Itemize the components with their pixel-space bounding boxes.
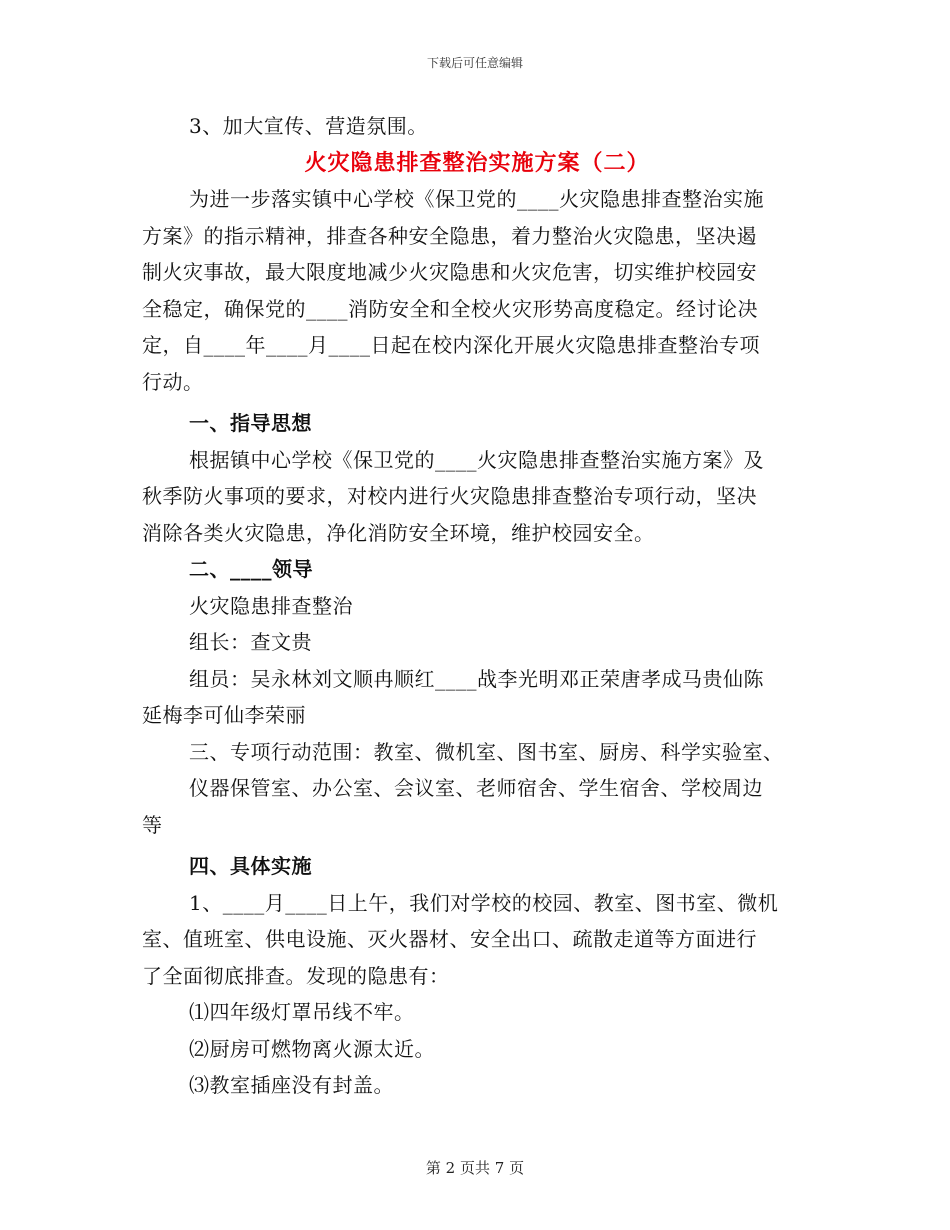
paragraph-line: 为进一步落实镇中心学校《保卫党的____火灾隐患排查整治实施 xyxy=(189,187,764,211)
paragraph-line: 三、专项行动范围：教室、微机室、图书室、厨房、科学实验室、 xyxy=(189,739,784,764)
paragraph-line: 了全面彻底排查。发现的隐患有： xyxy=(142,963,450,988)
heading-guiding-ideology: 一、指导思想 xyxy=(189,411,312,435)
list-item: ⑴四年级灯罩吊线不牢。 xyxy=(189,1000,415,1024)
paragraph-line: 秋季防火事项的要求，对校内进行火灾隐患排查整治专项行动，坚决 xyxy=(142,484,757,508)
list-item: ⑶教室插座没有封盖。 xyxy=(189,1073,394,1097)
page-header: 下载后可任意编辑 xyxy=(426,56,523,70)
paragraph-line: 火灾隐患排查整治 xyxy=(189,593,353,618)
paragraph-line: 制火灾事故，最大限度地减少火灾隐患和火灾危害，切实维护校园安 xyxy=(142,260,757,284)
paragraph-line: 等 xyxy=(142,812,163,837)
paragraph-line: 定，自____年____月____日起在校内深化开展火灾隐患排查整治专项 xyxy=(142,333,760,357)
paragraph-line: 全稳定，确保党的____消防安全和全校火灾形势高度稳定。经讨论决 xyxy=(142,296,758,321)
section-title: 火灾隐患排查整治实施方案（二） xyxy=(304,149,650,176)
heading-leadership: 二、____领导 xyxy=(189,557,313,581)
paragraph-line: 行动。 xyxy=(142,369,204,394)
paragraph-line: 组员：吴永林刘文顺冉顺红____战李光明邓正荣唐孝成马贵仙陈 xyxy=(189,666,764,691)
heading-implementation: 四、具体实施 xyxy=(189,854,312,878)
paragraph-line: 3、加大宣传、营造氛围。 xyxy=(189,114,428,138)
list-item: ⑵厨房可燃物离火源太近。 xyxy=(189,1036,435,1061)
paragraph-line: 1、____月____日上午，我们对学校的校园、教室、图书室、微机 xyxy=(189,890,779,915)
paragraph-line: 仪器保管室、办公室、会议室、老师宿舍、学生宿舍、学校周边 xyxy=(189,776,763,800)
paragraph-line: 组长：查文贵 xyxy=(189,630,312,654)
page-footer: 第 2 页共 7 页 xyxy=(425,1159,525,1177)
paragraph-line: 消除各类火灾隐患，净化消防安全环境，维护校园安全。 xyxy=(142,520,655,545)
document-body xyxy=(142,108,812,1104)
paragraph-line: 延梅李可仙李荣丽 xyxy=(142,703,306,727)
paragraph-line: 室、值班室、供电设施、灭火器材、安全出口、疏散走道等方面进行 xyxy=(142,927,757,951)
paragraph-line: 根据镇中心学校《保卫党的____火灾隐患排查整治实施方案》及 xyxy=(189,447,764,472)
paragraph-line: 方案》的指示精神，排查各种安全隐患，着力整治火灾隐患，坚决遏 xyxy=(142,223,757,248)
